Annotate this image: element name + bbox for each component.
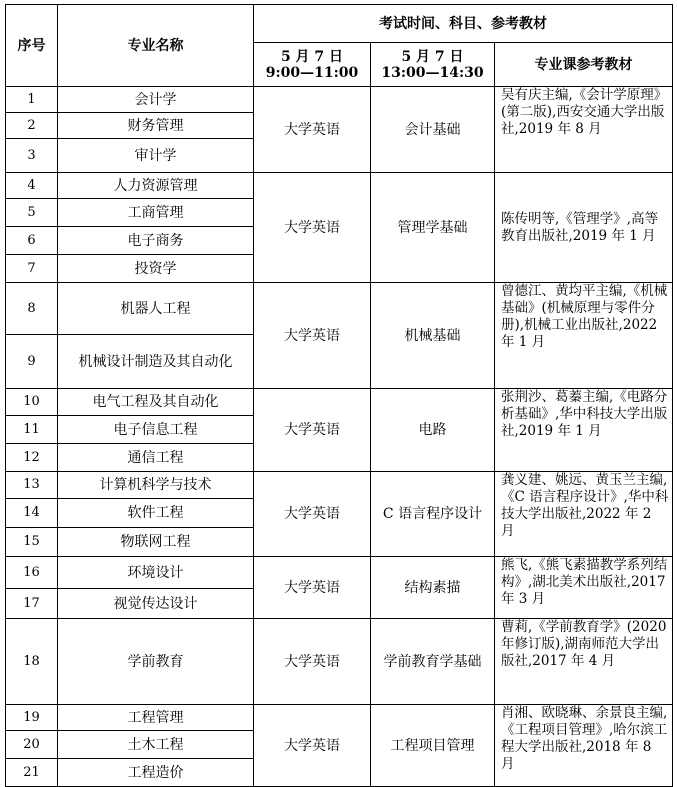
row-major: 电气工程及其自动化 — [58, 389, 254, 416]
english-cell: 大学英语 — [254, 472, 371, 557]
row-seq: 11 — [6, 416, 58, 444]
header-slot-1 — [254, 43, 371, 87]
row-seq: 13 — [6, 472, 58, 499]
row-major: 工程管理 — [58, 705, 254, 731]
subject-cell: 工程项目管理 — [371, 705, 495, 787]
english-cell: 大学英语 — [254, 557, 371, 619]
row-major: 机器人工程 — [58, 283, 254, 335]
row-seq: 2 — [6, 113, 58, 139]
header-major: 专业名称 — [58, 5, 254, 87]
row-seq: 1 — [6, 87, 58, 113]
textbook-cell: 曾德江、黄均平主编,《机械基础》(机械原理与零件分册),机械工业出版社,2022 年 1 月 — [495, 283, 673, 389]
subject-cell: 管理学基础 — [371, 173, 495, 283]
row-major: 人力资源管理 — [58, 173, 254, 199]
row-major: 财务管理 — [58, 113, 254, 139]
row-major: 工商管理 — [58, 199, 254, 227]
english-cell: 大学英语 — [254, 619, 371, 705]
row-seq: 3 — [6, 139, 58, 173]
table-row — [6, 87, 673, 113]
row-seq: 14 — [6, 499, 58, 528]
table-row — [6, 557, 673, 589]
table-row — [6, 705, 673, 731]
table-row — [6, 472, 673, 499]
subject-cell: 学前教育学基础 — [371, 619, 495, 705]
header-row-1 — [6, 5, 673, 43]
subject-cell: 电路 — [371, 389, 495, 472]
row-seq: 21 — [6, 759, 58, 787]
row-seq: 20 — [6, 731, 58, 759]
row-major: 审计学 — [58, 139, 254, 173]
row-major: 投资学 — [58, 255, 254, 283]
textbook-cell: 吴有庆主编,《会计学原理》(第二版),西安交通大学出版社,2019 年 8 月 — [495, 87, 673, 173]
row-major: 电子商务 — [58, 227, 254, 255]
row-seq: 15 — [6, 528, 58, 557]
table-row — [6, 619, 673, 705]
row-seq: 16 — [6, 557, 58, 589]
slot-1-time: 9:00—11:00 — [265, 64, 359, 81]
row-major: 计算机科学与技术 — [58, 472, 254, 499]
subject-cell: 会计基础 — [371, 87, 495, 173]
english-cell: 大学英语 — [254, 283, 371, 389]
slot-1-date: 5 月 7 日 — [280, 48, 344, 65]
row-major: 通信工程 — [58, 444, 254, 472]
row-major: 环境设计 — [58, 557, 254, 589]
textbook-cell: 陈传明等,《管理学》,高等教育出版社,2019 年 1 月 — [495, 173, 673, 283]
slot-2-date: 5 月 7 日 — [401, 48, 464, 65]
row-seq: 19 — [6, 705, 58, 731]
english-cell: 大学英语 — [254, 87, 371, 173]
subject-cell: C 语言程序设计 — [371, 472, 495, 557]
exam-schedule-table — [5, 4, 673, 787]
row-major: 工程造价 — [58, 759, 254, 787]
table-row — [6, 283, 673, 335]
row-major: 视觉传达设计 — [58, 589, 254, 619]
subject-cell: 机械基础 — [371, 283, 495, 389]
row-major: 电子信息工程 — [58, 416, 254, 444]
row-seq: 7 — [6, 255, 58, 283]
table-row — [6, 389, 673, 416]
subject-cell: 结构素描 — [371, 557, 495, 619]
slot-2-time: 13:00—14:30 — [381, 64, 484, 81]
textbook-cell: 肖湘、欧晓琳、余景良主编,《工程项目管理》,哈尔滨工程大学出版社,2018 年 8 月 — [495, 705, 673, 787]
textbook-cell: 熊飞,《熊飞素描教学系列结构》,湖北美术出版社,2017 年 3 月 — [495, 557, 673, 619]
header-exam-group: 考试时间、科目、参考教材 — [254, 5, 673, 43]
row-major: 机械设计制造及其自动化 — [58, 335, 254, 389]
row-seq: 10 — [6, 389, 58, 416]
row-major: 土木工程 — [58, 731, 254, 759]
row-seq: 12 — [6, 444, 58, 472]
row-seq: 6 — [6, 227, 58, 255]
row-seq: 8 — [6, 283, 58, 335]
row-major: 物联网工程 — [58, 528, 254, 557]
english-cell: 大学英语 — [254, 173, 371, 283]
row-major: 会计学 — [58, 87, 254, 113]
row-seq: 4 — [6, 173, 58, 199]
row-major: 软件工程 — [58, 499, 254, 528]
english-cell: 大学英语 — [254, 389, 371, 472]
english-cell: 大学英语 — [254, 705, 371, 787]
textbook-cell: 龚义建、姚远、黄玉兰主编,《C 语言程序设计》,华中科技大学出版社,2022 年 2 月 — [495, 472, 673, 557]
textbook-cell: 曹莉,《学前教育学》(2020 年修订版),湖南师范大学出版社,2017 年 4 月 — [495, 619, 673, 705]
header-slot-2 — [371, 43, 495, 87]
row-seq: 17 — [6, 589, 58, 619]
row-seq: 18 — [6, 619, 58, 705]
table-row — [6, 173, 673, 199]
header-textbook: 专业课参考教材 — [495, 43, 673, 87]
row-seq: 5 — [6, 199, 58, 227]
header-seq: 序号 — [6, 5, 58, 87]
textbook-cell: 张荆沙、葛蓁主编,《电路分析基础》,华中科技大学出版社,2019 年 1 月 — [495, 389, 673, 472]
row-seq: 9 — [6, 335, 58, 389]
row-major: 学前教育 — [58, 619, 254, 705]
